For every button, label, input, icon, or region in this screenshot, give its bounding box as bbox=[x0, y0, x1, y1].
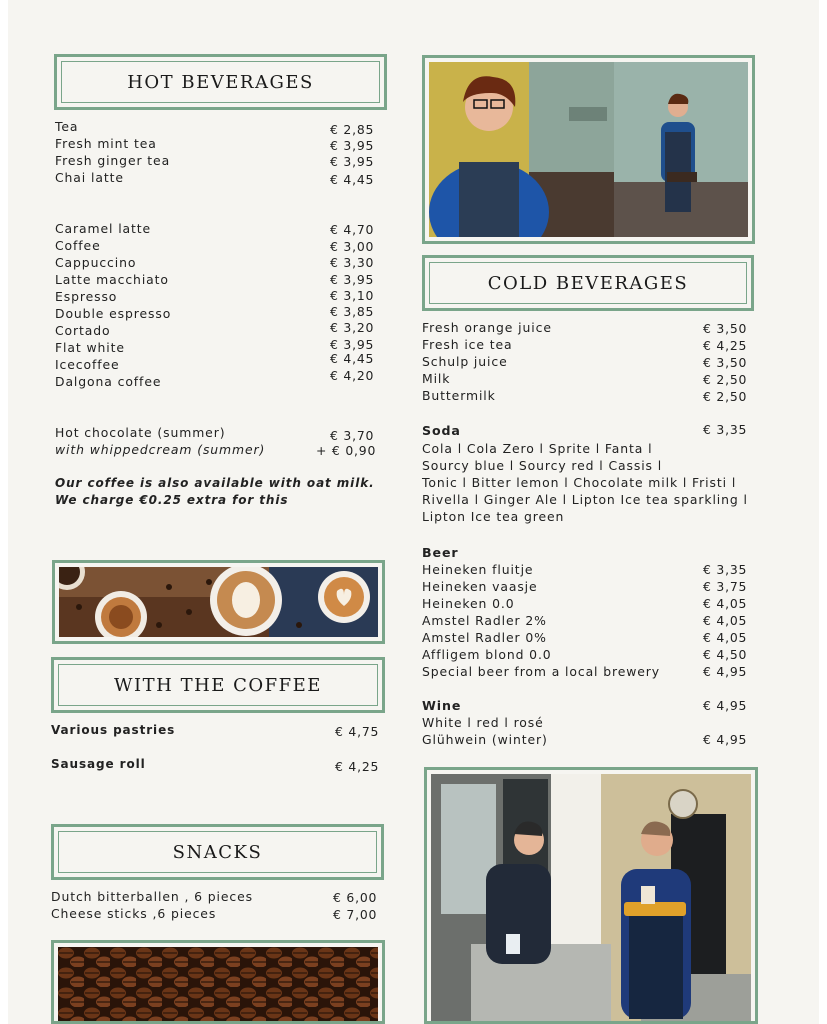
soda-heading: Soda bbox=[422, 423, 461, 438]
menu-item-name: Flat white bbox=[55, 340, 125, 355]
menu-item-name: Amstel Radler 2% bbox=[422, 613, 547, 628]
whipped-cream-name: with whippedcream (summer) bbox=[55, 442, 266, 457]
menu-item-name: Icecoffee bbox=[55, 357, 120, 372]
snacks-title: SNACKS bbox=[58, 831, 377, 873]
menu-item-name: Tea bbox=[55, 119, 79, 134]
menu-item-price: € 3,00 bbox=[330, 239, 375, 254]
menu-item-price: € 4,05 bbox=[703, 596, 748, 611]
menu-item-price: € 3,75 bbox=[703, 579, 748, 594]
menu-item-name: Milk bbox=[422, 371, 451, 386]
soda-line: Rivella l Ginger Ale l Lipton Ice tea sparkling l bbox=[422, 492, 748, 507]
menu-item-name: Chai latte bbox=[55, 170, 124, 185]
gluhwein-price: € 4,95 bbox=[703, 732, 748, 747]
coffee-cups-photo bbox=[52, 560, 385, 644]
menu-item-name: Heineken 0.0 bbox=[422, 596, 515, 611]
gluhwein-name: Glühwein (winter) bbox=[422, 732, 548, 747]
soda-line: Tonic l Bitter lemon l Chocolate milk l Fristi l bbox=[422, 475, 737, 490]
menu-item-name: Espresso bbox=[55, 289, 118, 304]
menu-item-price: € 4,70 bbox=[330, 222, 375, 237]
hot-chocolate-price: € 3,70 bbox=[330, 428, 375, 443]
menu-item-name: Caramel latte bbox=[55, 221, 152, 236]
staff-photo-bottom-image bbox=[431, 774, 751, 1024]
sausage-roll-price: € 4,25 bbox=[335, 759, 380, 774]
menu-item-name: Fresh ginger tea bbox=[55, 153, 171, 168]
menu-item-price: € 3,10 bbox=[330, 288, 375, 303]
coffee-cups-image bbox=[59, 567, 378, 637]
menu-item-price: € 4,95 bbox=[703, 664, 748, 679]
wine-heading: Wine bbox=[422, 698, 462, 713]
coffee-beans-photo bbox=[51, 940, 385, 1024]
with-the-coffee-title: WITH THE COFFEE bbox=[58, 664, 378, 706]
hot-beverages-header bbox=[54, 54, 387, 110]
bitterballen-name: Dutch bitterballen , 6 pieces bbox=[51, 889, 253, 904]
menu-item-name: Dalgona coffee bbox=[55, 374, 162, 389]
menu-paper bbox=[8, 0, 819, 1024]
hot-chocolate-name: Hot chocolate (summer) bbox=[55, 425, 226, 440]
menu-item-price: € 4,20 bbox=[330, 368, 375, 383]
menu-item-price: € 3,95 bbox=[330, 272, 375, 287]
hot-beverages-title: HOT BEVERAGES bbox=[61, 61, 380, 103]
menu-item-price: € 4,05 bbox=[703, 630, 748, 645]
menu-item-price: € 2,50 bbox=[703, 389, 748, 404]
menu-item-price: € 3,95 bbox=[330, 154, 375, 169]
menu-item-price: € 3,50 bbox=[703, 355, 748, 370]
wine-price: € 4,95 bbox=[703, 698, 748, 713]
menu-item-name: Heineken fluitje bbox=[422, 562, 534, 577]
menu-item-name: Latte macchiato bbox=[55, 272, 169, 287]
sausage-roll-name: Sausage roll bbox=[51, 757, 146, 771]
menu-item-price: € 4,50 bbox=[703, 647, 748, 662]
staff-photo-bottom bbox=[424, 767, 758, 1024]
menu-item-price: € 3,95 bbox=[330, 138, 375, 153]
whipped-cream-price: + € 0,90 bbox=[316, 443, 377, 458]
wine-line: White l red l rosé bbox=[422, 715, 544, 730]
staff-photo-top bbox=[422, 55, 755, 244]
menu-item-name: Heineken vaasje bbox=[422, 579, 538, 594]
menu-item-price: € 3,50 bbox=[703, 321, 748, 336]
menu-item-name: Fresh ice tea bbox=[422, 337, 513, 352]
menu-item-name: Cappuccino bbox=[55, 255, 137, 270]
menu-item-price: € 3,85 bbox=[330, 304, 375, 319]
cold-beverages-title: COLD BEVERAGES bbox=[429, 262, 747, 304]
menu-item-name: Fresh mint tea bbox=[55, 136, 157, 151]
menu-item-name: Affligem blond 0.0 bbox=[422, 647, 552, 662]
pastries-price: € 4,75 bbox=[335, 724, 380, 739]
soda-price: € 3,35 bbox=[703, 422, 748, 437]
oat-milk-note-line2: We charge €0.25 extra for this bbox=[55, 493, 289, 507]
menu-item-price: € 4,45 bbox=[330, 351, 375, 366]
menu-item-price: € 3,35 bbox=[703, 562, 748, 577]
menu-item-price: € 3,20 bbox=[330, 320, 375, 335]
menu-item-name: Amstel Radler 0% bbox=[422, 630, 547, 645]
menu-item-name: Fresh orange juice bbox=[422, 320, 552, 335]
menu-item-name: Cortado bbox=[55, 323, 111, 338]
soda-line: Cola l Cola Zero l Sprite l Fanta l bbox=[422, 441, 653, 456]
soda-line: Lipton Ice tea green bbox=[422, 509, 565, 524]
beer-heading: Beer bbox=[422, 545, 459, 560]
pastries-name: Various pastries bbox=[51, 723, 176, 737]
snacks-header bbox=[51, 824, 384, 880]
menu-item-price: € 2,50 bbox=[703, 372, 748, 387]
menu-item-price: € 3,30 bbox=[330, 255, 375, 270]
menu-item-name: Double espresso bbox=[55, 306, 172, 321]
cheese-sticks-price: € 7,00 bbox=[333, 907, 378, 922]
menu-item-price: € 3,95 bbox=[330, 337, 375, 352]
menu-item-name: Buttermilk bbox=[422, 388, 496, 403]
menu-item-name: Schulp juice bbox=[422, 354, 508, 369]
soda-line: Sourcy blue l Sourcy red l Cassis l bbox=[422, 458, 663, 473]
cold-beverages-header bbox=[422, 255, 754, 311]
bitterballen-price: € 6,00 bbox=[333, 890, 378, 905]
with-the-coffee-header bbox=[51, 657, 385, 713]
coffee-beans-image bbox=[58, 947, 378, 1024]
menu-item-name: Coffee bbox=[55, 238, 101, 253]
staff-photo-top-image bbox=[429, 62, 748, 237]
menu-item-price: € 4,45 bbox=[330, 172, 375, 187]
menu-item-price: € 2,85 bbox=[330, 122, 375, 137]
menu-item-name: Special beer from a local brewery bbox=[422, 664, 661, 679]
menu-item-price: € 4,05 bbox=[703, 613, 748, 628]
oat-milk-note-line1: Our coffee is also available with oat milk. bbox=[55, 476, 375, 490]
menu-item-price: € 4,25 bbox=[703, 338, 748, 353]
cheese-sticks-name: Cheese sticks ,6 pieces bbox=[51, 906, 217, 921]
